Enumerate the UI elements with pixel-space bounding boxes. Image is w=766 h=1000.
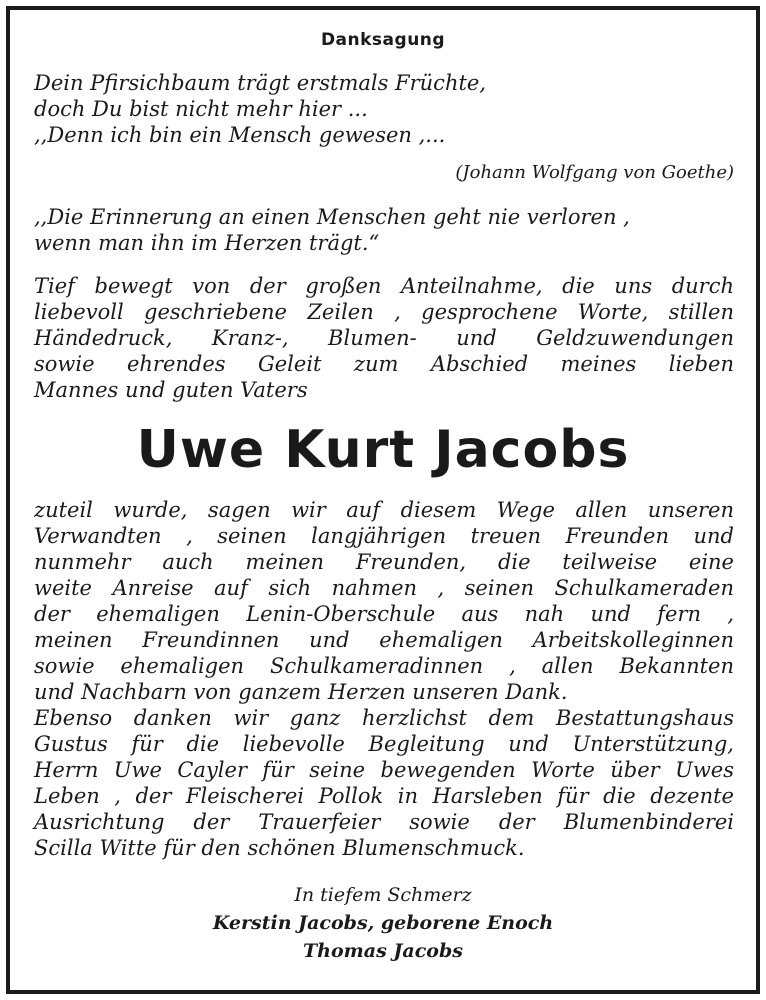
body-line: Gustus für die liebevolle Begleitung und Unterstützung, <box>34 732 734 756</box>
body-paragraph <box>34 497 734 861</box>
body-line: und Nachbarn von ganzem Herzen unseren Dank. <box>34 680 568 704</box>
intro-line: Dein Pfirsichbaum trägt erstmals Früchte, <box>34 71 487 95</box>
body-line: Herrn Uwe Cayler für seine bewegenden Worte über Uwes <box>34 758 734 782</box>
body-line: Verwandten , seinen langjährigen treuen Freunden und <box>34 524 734 548</box>
heading: Danksagung <box>320 30 446 50</box>
body-line: Leben , der Fleischerei Pollok in Harsleben für die dezente <box>34 784 734 808</box>
signature-name: Kerstin Jacobs, geborene Enoch <box>212 912 554 934</box>
signature-closing: In tiefem Schmerz <box>294 884 472 906</box>
intro-line: doch Du bist nicht mehr hier ... <box>34 97 368 121</box>
thanks-paragraph <box>34 273 734 403</box>
intro-verse <box>34 70 734 148</box>
quote-line: ,,Die Erinnerung an einen Menschen geht nie verloren , <box>34 205 630 229</box>
body-line: Scilla Witte für den schönen Blumenschmuck. <box>34 836 525 860</box>
quote-line: wenn man ihn im Herzen trägt.“ <box>34 231 380 255</box>
body-line: nunmehr auch meinen Freunden, die teilweise eine <box>34 550 734 574</box>
body-line: sowie ehemaligen Schulkameradinnen , allen Bekannten <box>34 654 734 678</box>
body-line: Ausrichtung der Trauerfeier sowie der Blumenbinderei <box>34 810 734 834</box>
intro-line: ,,Denn ich bin ein Mensch gewesen ,... <box>34 123 446 147</box>
attribution: (Johann Wolfgang von Goethe) <box>455 162 734 183</box>
body-line: zuteil wurde, sagen wir auf diesem Wege allen unseren <box>34 498 734 522</box>
body-line: Ebenso danken wir ganz herzlichst dem Bestattungshaus <box>34 706 734 730</box>
thanks-line: Tief bewegt von der großen Anteilnahme, die uns durch <box>34 274 734 298</box>
thanks-line: sowie ehrendes Geleit zum Abschied meines lieben <box>34 352 734 376</box>
body-line: weite Anreise auf sich nahmen , seinen Schulkameraden <box>34 576 734 600</box>
deceased-name: Uwe Kurt Jacobs <box>136 420 630 480</box>
thanks-line: Mannes und guten Vaters <box>34 378 308 402</box>
body-line: meinen Freundinnen und ehemaligen Arbeitskolleginnen <box>34 628 734 652</box>
signature-name: Thomas Jacobs <box>303 940 463 962</box>
attribution-block <box>34 160 734 186</box>
thanks-line: Händedruck, Kranz-, Blumen- und Geldzuwendungen <box>34 326 734 350</box>
body-line: der ehemaligen Lenin-Oberschule aus nah und fern , <box>34 602 734 626</box>
thanks-line: liebevoll geschriebene Zeilen , gesprochene Worte, stillen <box>34 300 734 324</box>
quote <box>34 204 734 256</box>
